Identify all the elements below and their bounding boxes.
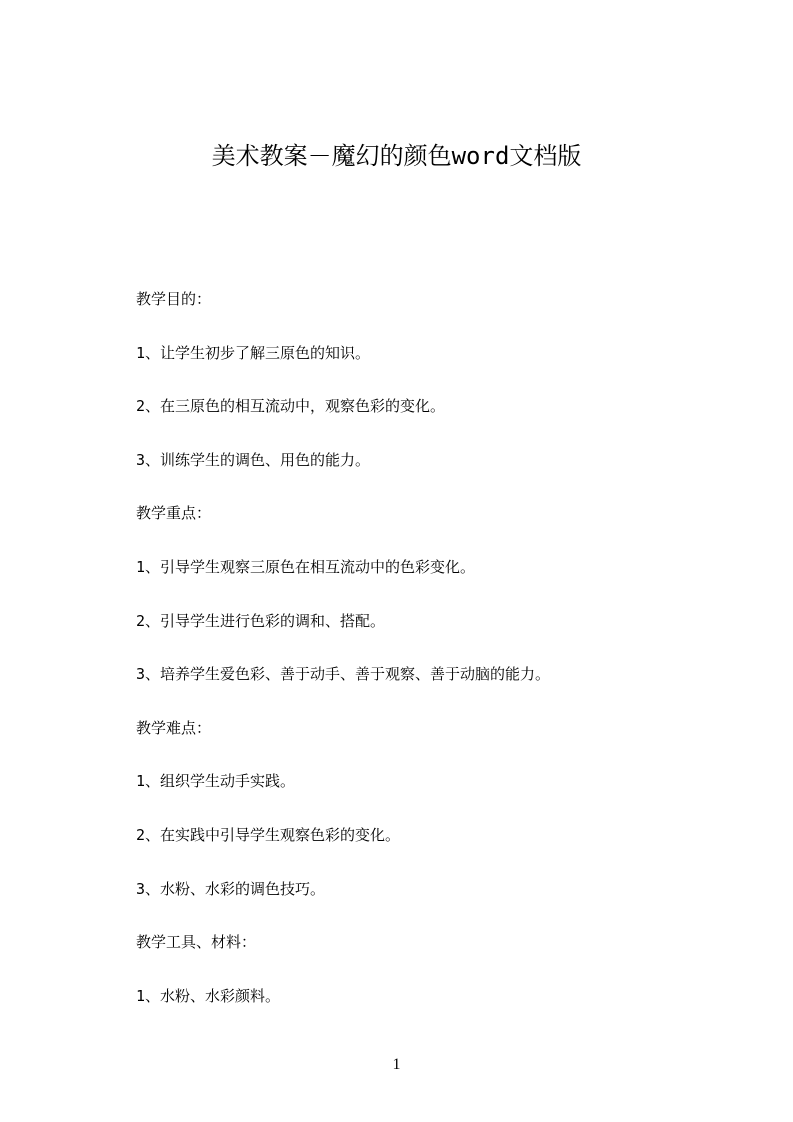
paragraph-line: 1、引导学生观察三原色在相互流动中的色彩变化。 [136,557,476,576]
section-heading-key-points: 教学重点： [136,504,212,523]
page-number: 1 [392,1056,401,1073]
section-heading-materials: 教学工具、材料： [136,933,257,952]
section-heading-difficulties: 教学难点： [136,718,212,737]
paragraph-line: 1、组织学生动手实践。 [136,772,296,791]
paragraph-line: 3、培养学生爱色彩、善于动手、善于观察、善于动脑的能力。 [136,665,551,684]
document-title: 美术教案－魔幻的颜色word文档版 [211,142,582,170]
paragraph-line: 2、引导学生进行色彩的调和、搭配。 [136,611,386,630]
paragraph-line: 2、在实践中引导学生观察色彩的变化。 [136,825,401,844]
paragraph-line: 3、水粉、水彩的调色技巧。 [136,879,326,898]
section-heading-objectives: 教学目的： [136,290,212,308]
paragraph-line: 1、水粉、水彩颜料。 [136,986,281,1005]
document-body [136,286,736,1036]
paragraph-line: 1、让学生初步了解三原色的知识。 [136,343,371,362]
paragraph-line: 2、在三原色的相互流动中，观察色彩的变化。 [136,397,446,416]
paragraph-line: 3、训练学生的调色、用色的能力。 [136,450,371,469]
